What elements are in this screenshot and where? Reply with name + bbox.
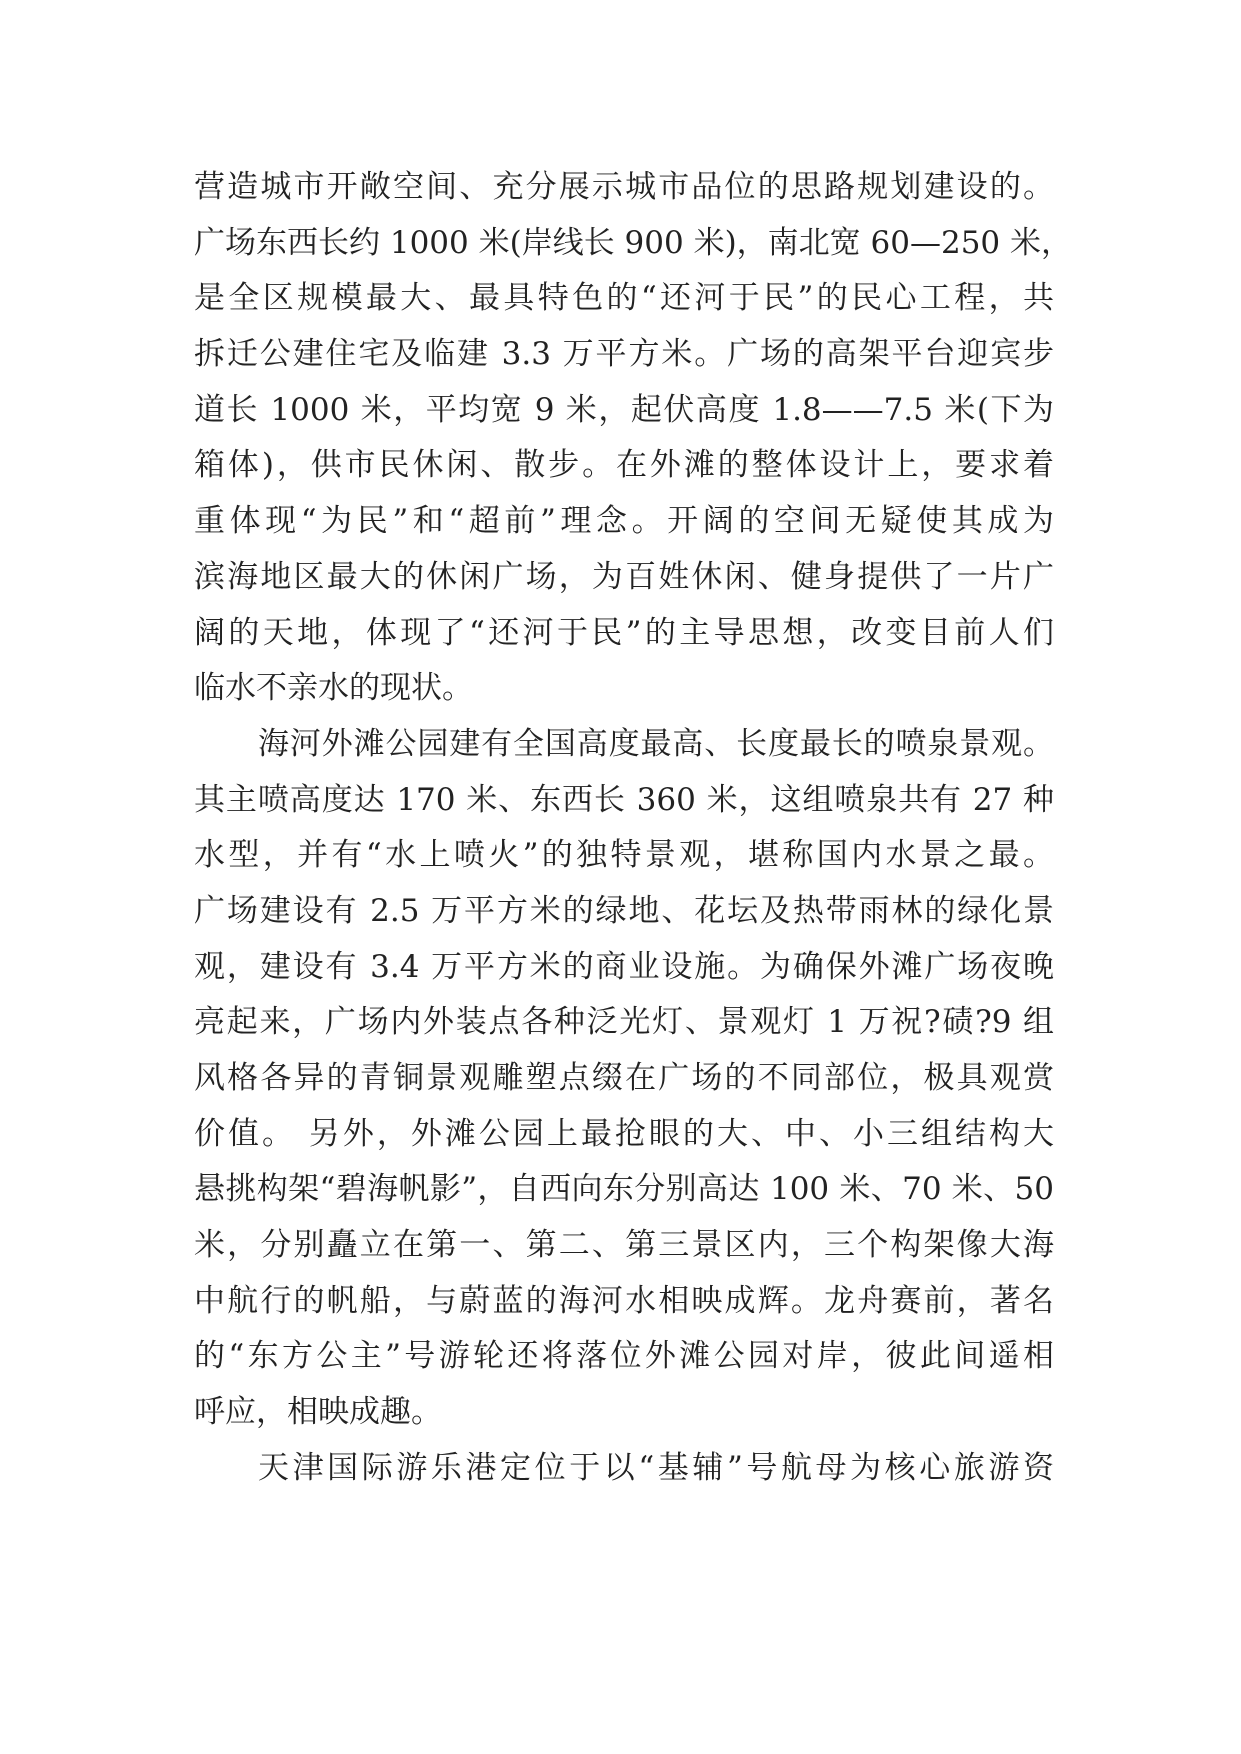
text-line-14: 广场建设有 2.5 万平方米的绿地、花坛及热带雨林的绿化景 <box>194 892 1054 929</box>
text-line-4: 拆迁公建住宅及临建 3.3 万平方米。广场的高架平台迎宾步 <box>194 336 1054 373</box>
text-line-18: 价值。 另外，外滩公园上最抢眼的大、中、小三组结构大 <box>194 1115 1054 1152</box>
text-line-7: 重体现“为民”和“超前”理念。开阔的空间无疑使其成为 <box>194 503 1054 540</box>
text-line-3: 是全区规模最大、最具特色的“还河于民”的民心工程，共 <box>194 280 1054 317</box>
text-line-10: 临水不亲水的现状。 <box>194 670 473 707</box>
text-line-11: 海河外滩公园建有全国高度最高、长度最长的喷泉景观。 <box>258 725 1054 762</box>
text-line-17: 风格各异的青铜景观雕塑点缀在广场的不同部位，极具观赏 <box>194 1060 1054 1096</box>
text-line-24: 天津国际游乐港定位于以“基辅”号航母为核心旅游资 <box>258 1449 1054 1486</box>
text-line-23: 呼应，相映成趣。 <box>194 1394 442 1431</box>
document-body <box>194 160 1072 1497</box>
text-line-9: 阔的天地，体现了“还河于民”的主导思想，改变目前人们 <box>194 614 1054 651</box>
text-line-5: 道长 1000 米，平均宽 9 米，起伏高度 1.8——7.5 米(下为 <box>194 391 1054 428</box>
text-line-8: 滨海地区最大的休闲广场，为百姓休闲、健身提供了一片广 <box>194 558 1054 595</box>
text-line-21: 中航行的帆船，与蔚蓝的海河水相映成辉。龙舟赛前，著名 <box>194 1282 1054 1319</box>
text-line-20: 米，分别矗立在第一、第二、第三景区内，三个构架像大海 <box>194 1227 1054 1264</box>
text-line-12: 其主喷高度达 170 米、东西长 360 米，这组喷泉共有 27 种 <box>194 781 1054 818</box>
text-line-15: 观，建设有 3.4 万平方米的商业设施。为确保外滩广场夜晚 <box>194 948 1054 985</box>
text-line-2: 广场东西长约 1000 米(岸线长 900 米)，南北宽 60—250 米， <box>194 224 1072 261</box>
text-line-19: 悬挑构架“碧海帆影”，自西向东分别高达 100 米、70 米、50 <box>194 1171 1054 1208</box>
text-line-13: 水型，并有“水上喷火”的独特景观，堪称国内水景之最。 <box>194 837 1054 874</box>
text-line-1: 营造城市开敞空间、充分展示城市品位的思路规划建设的。 <box>194 169 1054 205</box>
text-line-16: 亮起来，广场内外装点各种泛光灯、景观灯 1 万祝?碛?9 组 <box>194 1004 1054 1041</box>
text-line-22: 的“东方公主”号游轮还将落位外滩公园对岸，彼此间遥相 <box>194 1338 1054 1375</box>
text-line-6: 箱体)，供市民休闲、散步。在外滩的整体设计上，要求着 <box>194 447 1054 484</box>
